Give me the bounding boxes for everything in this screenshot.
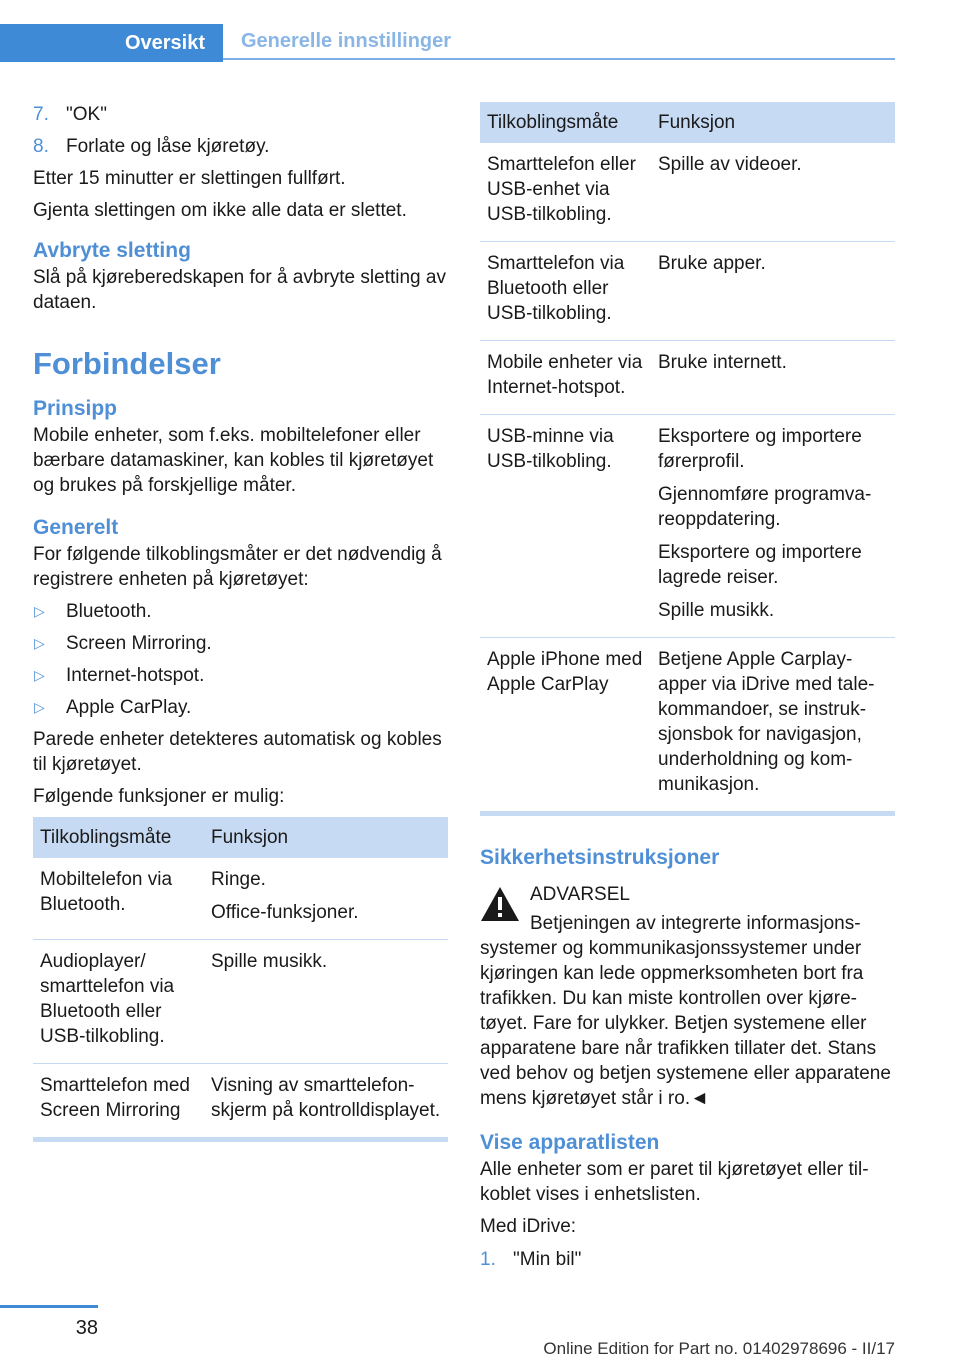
page-number: 38	[75, 1317, 98, 1339]
tab-generelle-innstillinger[interactable]: Generelle innstillinger	[223, 24, 895, 60]
warning-text: Betjeningen av integrerte informasjonssystemer og kommunikasjonssystemer under kjøringen kan lede oppmerksomheten bort fra trafikken. Du kan miste kontrollen over kjøretøyet. Fare for ulykker. Betjen systemene eller apparatene bare når trafikken tillater det. Stans ved behov og betjen systemene eller apparatene mens kjøretøyet står i ro.◄	[480, 913, 891, 1109]
table-cell: Visning av smarttelefonskjerm på kontrolldisplayet.	[204, 1064, 448, 1140]
page-title: Forbindelser	[33, 346, 221, 381]
step-text: "Min bil"	[513, 1249, 582, 1270]
table-header-row	[33, 817, 448, 858]
table-cell: Smarttelefon via Bluetooth eller USB-tilkobling.	[480, 242, 651, 341]
table-header: Tilkoblingsmåte	[33, 817, 204, 858]
step-text: Forlate og låse kjøretøy.	[66, 136, 270, 157]
list-item	[33, 663, 448, 688]
table-header: Tilkoblingsmåte	[480, 102, 651, 143]
heading-vise-apparatlisten: Vise apparatlisten	[480, 1131, 660, 1154]
table-header-row	[480, 102, 895, 143]
paragraph: Følgende funksjoner er mulig:	[33, 786, 285, 807]
heading-avbryte-sletting: Avbryte sletting	[33, 239, 191, 262]
table-row	[480, 143, 895, 242]
heading-generelt: Generelt	[33, 516, 119, 539]
triangle-bullet-icon: ▷	[34, 635, 45, 651]
step-number: 8.	[33, 136, 49, 157]
table-row	[33, 1064, 448, 1140]
table-row	[33, 940, 448, 1064]
paragraph: For følgende tilkoblingsmåter er det nødvendig å registrere enheten på kjøretøyet:	[33, 544, 442, 590]
paragraph: Med iDrive:	[480, 1216, 577, 1237]
paragraph: Parede enheter detekteres automatisk og kobles til kjøretøyet.	[33, 729, 442, 775]
list-item	[33, 599, 448, 624]
bullet-text: Screen Mirroring.	[66, 633, 212, 654]
tab-oversikt[interactable]: Oversikt	[0, 24, 223, 62]
triangle-bullet-icon: ▷	[34, 667, 45, 683]
table-cell: Bruke internett.	[651, 341, 895, 415]
table-cell: Audioplayer/ smarttelefon via Bluetooth eller USB-tilkobling.	[33, 940, 204, 1064]
table-cell: Smarttelefon eller USB-enhet via USB-tilkobling.	[480, 143, 651, 242]
table-cell	[651, 415, 895, 638]
bullet-list	[33, 599, 448, 720]
table-row	[480, 341, 895, 415]
table-row	[480, 638, 895, 814]
edition-note: Online Edition for Part no. 01402978696 - II/17	[543, 1339, 895, 1358]
list-item	[33, 134, 448, 159]
cell-text: Spille musikk.	[658, 600, 775, 621]
table-cell	[204, 858, 448, 940]
triangle-bullet-icon: ▷	[34, 699, 45, 715]
step-number: 7.	[33, 104, 49, 125]
cell-text: Ringe.	[211, 869, 266, 890]
paragraph: Mobile enheter, som f.eks. mobiltelefoner eller bærbare datamaskiner, kan kobles til kjøretøyet og brukes på forskjellige måter.	[33, 425, 434, 496]
table-cell: Spille av videoer.	[651, 143, 895, 242]
table-cell: Mobile enheter via Internet-hotspot.	[480, 341, 651, 415]
header-tabs	[0, 24, 895, 62]
connection-table-left	[33, 817, 448, 1142]
footer-divider	[0, 1305, 98, 1308]
right-column	[480, 102, 895, 1279]
list-item	[33, 102, 448, 127]
cell-text: Eksportere og importere førerprofil.	[658, 426, 862, 472]
list-item	[33, 695, 448, 720]
table-cell: Spille musikk.	[204, 940, 448, 1064]
step-list	[480, 1247, 895, 1272]
paragraph: Alle enheter som er paret til kjøretøyet eller tilkoblet vises i enhetslisten.	[480, 1159, 869, 1205]
table-cell: USB-minne via USB-tilkobling.	[480, 415, 651, 638]
list-item	[480, 1247, 895, 1272]
table-row	[480, 415, 895, 638]
table-cell: Apple iPhone med Apple CarPlay	[480, 638, 651, 814]
heading-sikkerhetsinstruksjoner: Sikkerhetsinstruksjoner	[480, 846, 720, 869]
table-row	[480, 242, 895, 341]
paragraph: Etter 15 minutter er slettingen fullført.	[33, 168, 346, 189]
cell-text: Eksportere og importere lagrede reiser.	[658, 542, 862, 588]
bullet-text: Internet-hotspot.	[66, 665, 205, 686]
cell-text: Office-funksjoner.	[211, 902, 359, 923]
warning-title: ADVARSEL	[530, 884, 630, 905]
step-number: 1.	[480, 1249, 496, 1270]
paragraph: Slå på kjøreberedskapen for å avbryte sletting av dataen.	[33, 267, 446, 313]
table-header: Funksjon	[204, 817, 448, 858]
table-cell: Betjene Apple Carplay-apper via iDrive med talekommandoer, se instruksjonsbok for navigasjon, underholdning og kommunikasjon.	[651, 638, 895, 814]
table-cell: Smarttelefon med Screen Mirroring	[33, 1064, 204, 1140]
connection-table-right	[480, 102, 895, 816]
warning-block	[480, 882, 895, 1111]
list-item	[33, 631, 448, 656]
table-row	[33, 858, 448, 940]
bullet-text: Bluetooth.	[66, 601, 152, 622]
left-column	[33, 102, 448, 1142]
step-text: "OK"	[66, 104, 107, 125]
triangle-bullet-icon: ▷	[34, 603, 45, 619]
heading-prinsipp: Prinsipp	[33, 397, 118, 420]
bullet-text: Apple CarPlay.	[66, 697, 192, 718]
cell-text: Gjennomføre programvareoppdatering.	[658, 484, 872, 530]
step-list	[33, 102, 448, 159]
paragraph: Gjenta slettingen om ikke alle data er slettet.	[33, 200, 407, 221]
warning-triangle-icon	[480, 886, 520, 922]
table-cell: Bruke apper.	[651, 242, 895, 341]
table-header: Funksjon	[651, 102, 895, 143]
table-cell: Mobiltelefon via Bluetooth.	[33, 858, 204, 940]
